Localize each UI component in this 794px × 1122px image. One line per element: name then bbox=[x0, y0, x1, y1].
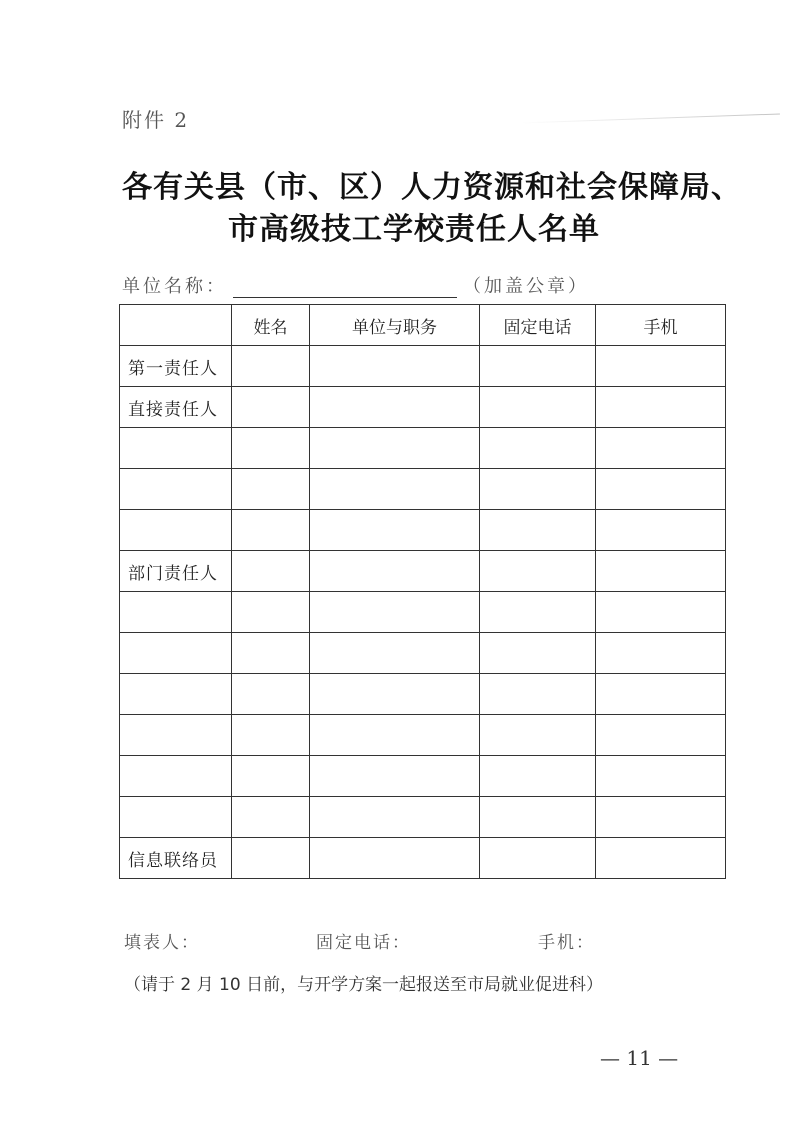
table-row bbox=[120, 797, 726, 838]
name-cell bbox=[232, 756, 310, 797]
table-row bbox=[120, 346, 726, 387]
landline-cell bbox=[480, 387, 596, 428]
table-header-cell: 单位与职务 bbox=[310, 305, 480, 346]
table-row bbox=[120, 510, 726, 551]
table-row bbox=[120, 674, 726, 715]
role-cell bbox=[120, 674, 232, 715]
landline-cell bbox=[480, 592, 596, 633]
unit-position-cell bbox=[310, 715, 480, 756]
name-cell bbox=[232, 346, 310, 387]
role-cell bbox=[120, 469, 232, 510]
mobile-label: 手机： bbox=[538, 933, 595, 953]
role-cell: 直接责任人 bbox=[120, 387, 232, 428]
scan-artifact-line bbox=[520, 113, 780, 123]
role-cell: 第一责任人 bbox=[120, 346, 232, 387]
name-cell bbox=[232, 592, 310, 633]
mobile-cell bbox=[596, 633, 726, 674]
name-cell bbox=[232, 387, 310, 428]
unit-position-cell bbox=[310, 633, 480, 674]
mobile-cell bbox=[596, 838, 726, 879]
unit-position-cell bbox=[310, 674, 480, 715]
name-cell bbox=[232, 469, 310, 510]
unit-position-cell bbox=[310, 387, 480, 428]
landline-cell bbox=[480, 510, 596, 551]
document-title-line2: 市高级技工学校责任人名单 bbox=[228, 212, 600, 247]
mobile-cell bbox=[596, 346, 726, 387]
landline-cell bbox=[480, 838, 596, 879]
landline-cell bbox=[480, 756, 596, 797]
landline-cell bbox=[480, 797, 596, 838]
mobile-cell bbox=[596, 387, 726, 428]
mobile-cell bbox=[596, 756, 726, 797]
landline-cell bbox=[480, 674, 596, 715]
landline-cell bbox=[480, 551, 596, 592]
filler-label: 填表人： bbox=[124, 933, 200, 953]
mobile-cell bbox=[596, 469, 726, 510]
table-header-cell: 固定电话 bbox=[480, 305, 596, 346]
table-row bbox=[120, 428, 726, 469]
table-row bbox=[120, 551, 726, 592]
unit-position-cell bbox=[310, 838, 480, 879]
submission-note: （请于 2 月 10 日前，与开学方案一起报送至市局就业促进科） bbox=[124, 975, 604, 995]
role-cell bbox=[120, 797, 232, 838]
landline-cell bbox=[480, 469, 596, 510]
mobile-cell bbox=[596, 715, 726, 756]
table-row bbox=[120, 838, 726, 879]
name-cell bbox=[232, 633, 310, 674]
landline-cell bbox=[480, 633, 596, 674]
responsible-persons-table bbox=[119, 304, 726, 879]
unit-name-row bbox=[122, 272, 589, 298]
unit-position-cell bbox=[310, 346, 480, 387]
mobile-cell bbox=[596, 428, 726, 469]
role-cell: 信息联络员 bbox=[120, 838, 232, 879]
name-cell bbox=[232, 715, 310, 756]
table-header-cell: 手机 bbox=[596, 305, 726, 346]
name-cell bbox=[232, 674, 310, 715]
table-header-cell bbox=[120, 305, 232, 346]
mobile-cell bbox=[596, 797, 726, 838]
table-row bbox=[120, 715, 726, 756]
landline-cell bbox=[480, 715, 596, 756]
unit-position-cell bbox=[310, 428, 480, 469]
table-row bbox=[120, 387, 726, 428]
unit-position-cell bbox=[310, 592, 480, 633]
unit-position-cell bbox=[310, 756, 480, 797]
unit-position-cell bbox=[310, 551, 480, 592]
name-cell bbox=[232, 838, 310, 879]
role-cell bbox=[120, 592, 232, 633]
role-cell bbox=[120, 510, 232, 551]
document-title-line1: 各有关县（市、区）人力资源和社会保障局、 bbox=[122, 170, 742, 205]
role-cell bbox=[120, 756, 232, 797]
unit-position-cell bbox=[310, 510, 480, 551]
table-row bbox=[120, 469, 726, 510]
page-number: — 11 — bbox=[600, 1046, 679, 1070]
table-row bbox=[120, 633, 726, 674]
role-cell bbox=[120, 633, 232, 674]
unit-name-blank-line bbox=[233, 277, 457, 298]
unit-position-cell bbox=[310, 469, 480, 510]
table-header-cell: 姓名 bbox=[232, 305, 310, 346]
mobile-cell bbox=[596, 551, 726, 592]
table-row bbox=[120, 756, 726, 797]
table-row bbox=[120, 592, 726, 633]
mobile-cell bbox=[596, 510, 726, 551]
role-cell bbox=[120, 715, 232, 756]
role-cell bbox=[120, 428, 232, 469]
name-cell bbox=[232, 510, 310, 551]
seal-note: （加盖公章） bbox=[463, 276, 589, 297]
landline-label: 固定电话： bbox=[316, 933, 411, 953]
landline-cell bbox=[480, 428, 596, 469]
mobile-cell bbox=[596, 592, 726, 633]
unit-name-label: 单位名称： bbox=[122, 276, 227, 297]
landline-cell bbox=[480, 346, 596, 387]
unit-position-cell bbox=[310, 797, 480, 838]
name-cell bbox=[232, 428, 310, 469]
attachment-label: 附件 2 bbox=[122, 108, 190, 132]
table-header-row bbox=[120, 305, 726, 346]
role-cell: 部门责任人 bbox=[120, 551, 232, 592]
mobile-cell bbox=[596, 674, 726, 715]
name-cell bbox=[232, 797, 310, 838]
name-cell bbox=[232, 551, 310, 592]
